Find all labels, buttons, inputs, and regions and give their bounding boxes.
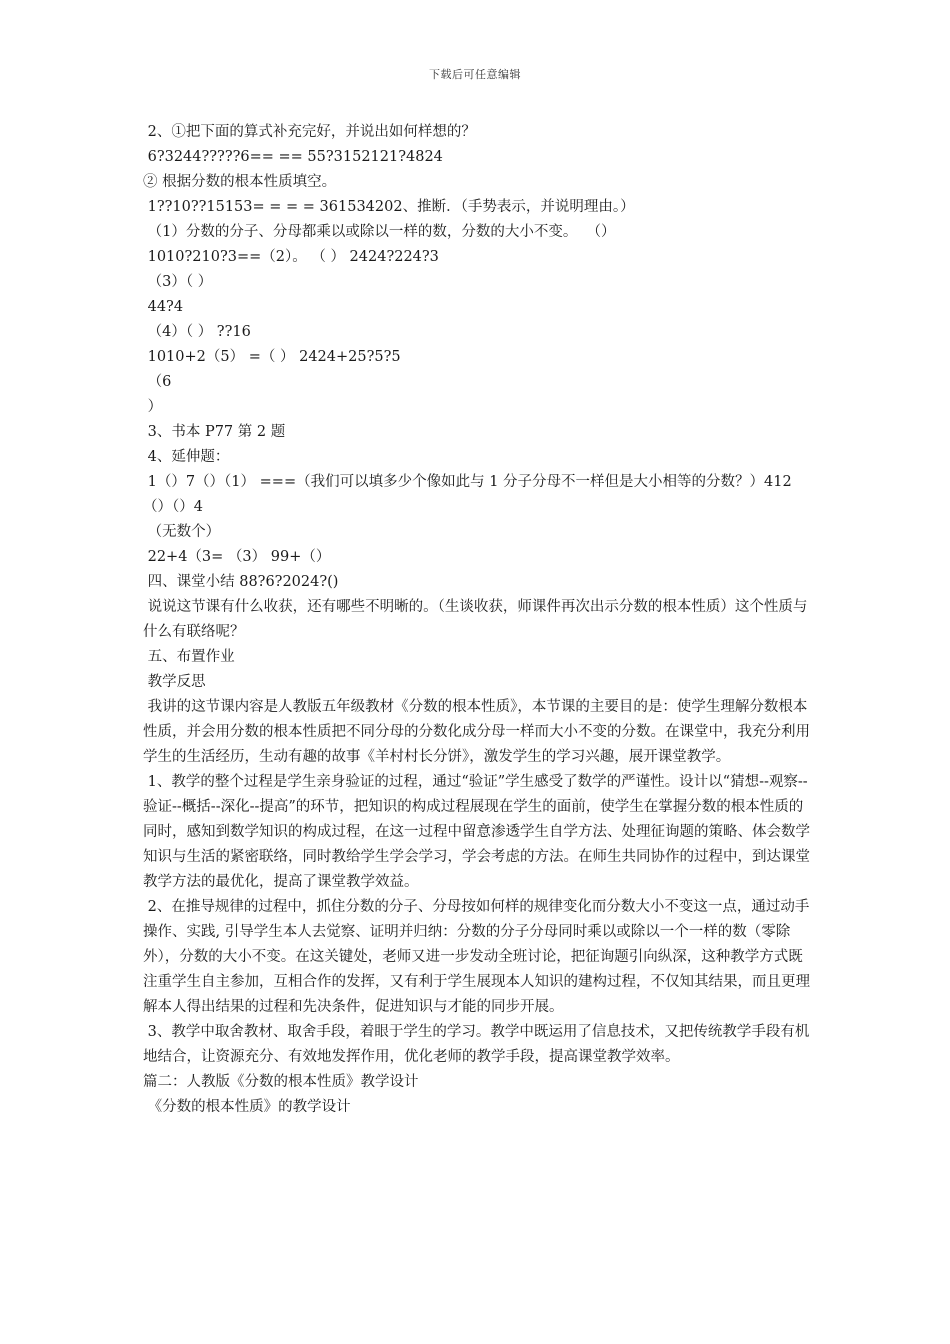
text-line: 1??10??15153= = = = 361534202、推断．（手势表示，并说明理由。） <box>143 199 635 215</box>
text-line: ） <box>143 399 163 415</box>
text-line: 1010?210?3==（2）。 （ ） 2424?224?3 <box>143 249 439 265</box>
text-line: （无数个） <box>143 524 221 540</box>
text-line: 3、书本 P77 第 2 题 <box>143 424 286 440</box>
text-paragraph: 2、在推导规律的过程中，抓住分数的分子、分母按如何样的规律变化而分数大小不变这一点，通过动手操作、实践, 引导学生本人去觉察、证明并归纳：分数的分子分母同时乘以或除以一个一样的数（零除外），分数的大小不变。在这关键处，老师又进一步发动全班讨论，把征询题引向纵深，这种教学方式既注重学生自主参加，互相合作的发挥，又有利于学生展现本人知识的建构过程，不仅知其结果，而且更理解本人得出结果的过程和先决条件，促进知识与才能的同步开展。 <box>143 899 810 1015</box>
text-line: （3）（ ） <box>143 274 213 290</box>
text-paragraph: 1（）7（）（1） ===（我们可以填多少个像如此与 1 分子分母不一样但是大小相等的分数？）412（）（）4 <box>143 474 792 515</box>
section-heading: 篇二：人教版《分数的根本性质》教学设计 <box>143 1074 419 1090</box>
page-header-note: 下载后可任意编辑 <box>429 68 521 81</box>
text-line: 6?3244?????6== == 55?3152121?4824 <box>143 149 443 165</box>
text-line: 22+4（3= （3） 99+（） <box>143 549 331 565</box>
text-line: 2、①把下面的算式补充完好，并说出如何样想的？ <box>143 124 476 140</box>
text-paragraph: 我讲的这节课内容是人教版五年级教材《分数的根本性质》，本节课的主要目的是：使学生理解分数根本性质，并会用分数的根本性质把不同分母的分数化成分母一样而大小不变的分数。在课堂中，我充分利用学生的生活经历，生动有趣的故事《羊村村长分饼》，激发学生的学习兴趣，展开课堂教学。 <box>143 699 810 765</box>
text-line: 1010+2（5） =（ ） 2424+25?5?5 <box>143 349 401 365</box>
text-line: 4、延伸题： <box>143 449 230 465</box>
section-heading: 四、课堂小结 88?6?2024?() <box>143 574 339 590</box>
text-line: 44?4 <box>143 299 184 315</box>
document-body <box>143 120 813 1120</box>
text-paragraph: 1、教学的整个过程是学生亲身验证的过程，通过“验证”学生感受了数学的严谨性。设计以“猜想--观察--验证--概括--深化--提高”的环节，把知识的构成过程展现在学生的面前，使学生在掌握分数的根本性质的同时，感知到数学知识的构成过程，在这一过程中留意渗透学生自学方法、处理征询题的策略、体会数学知识与生活的紧密联络，同时教给学生学会学习，学会考虑的方法。在师生共同协作的过程中，到达课堂教学方法的最优化，提高了课堂教学效益。 <box>143 774 810 890</box>
text-paragraph: 3、教学中取舍教材、取舍手段，着眼于学生的学习。教学中既运用了信息技术，又把传统教学手段有机地结合，让资源充分、有效地发挥作用，优化老师的教学手段，提高课堂教学效率。 <box>143 1024 810 1065</box>
section-heading: 五、布置作业 <box>143 649 235 665</box>
text-line: （6 <box>143 374 172 390</box>
text-paragraph: 说说这节课有什么收获，还有哪些不明晰的。（生谈收获，师课件再次出示分数的根本性质）这个性质与什么有联络呢？ <box>143 599 808 640</box>
section-heading: 教学反思 <box>143 674 206 690</box>
text-line: （4）（ ） ??16 <box>143 324 251 340</box>
text-line: （1）分数的分子、分母都乘以或除以一样的数，分数的大小不变。 （） <box>143 224 616 240</box>
section-heading: 《分数的根本性质》的教学设计 <box>143 1099 351 1115</box>
text-line: ② 根据分数的根本性质填空。 <box>143 174 337 190</box>
